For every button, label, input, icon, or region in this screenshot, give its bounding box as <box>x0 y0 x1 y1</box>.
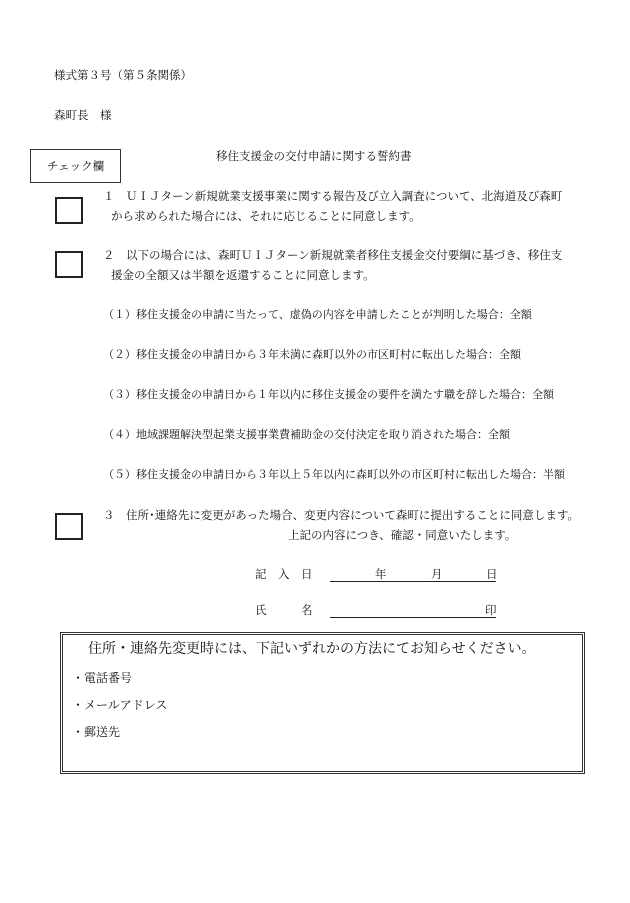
pledge-2-line-2: 援金の全額又は半額を返還することに同意します。 <box>111 268 375 282</box>
form-number: 様式第３号（第５条関係） <box>54 68 192 82</box>
entry-date-month: 月 <box>431 567 443 581</box>
refund-case-1: （１）移住支援金の申請に当たって、虚偽の内容を申請したことが判明した場合：全額 <box>103 308 532 321</box>
entry-date-year: 年 <box>375 567 387 581</box>
pledge-3-line-1: ３ 住所･連絡先に変更があった場合、変更内容について森町に提出することに同意します。 <box>103 508 579 522</box>
refund-case-4: （４）地域課題解決型起業支援事業費補助金の交付決定を取り消された場合：全額 <box>103 428 510 441</box>
pledge-1-line-2: から求められた場合には、それに応じることに同意します。 <box>111 209 421 223</box>
pledge-3-checkbox[interactable] <box>55 513 83 540</box>
entry-date-day: 日 <box>486 567 498 581</box>
seal-mark: 印 <box>485 603 497 617</box>
pledge-2-checkbox[interactable] <box>55 251 83 278</box>
refund-case-5: （５）移住支援金の申請日から３年以上５年以内に森町以外の市区町村に転出した場合：半額 <box>103 468 565 481</box>
refund-case-2: （２）移住支援金の申請日から３年未満に森町以外の市区町村に転出した場合：全額 <box>103 348 521 361</box>
notice-method-postal: ・郵送先 <box>72 725 121 739</box>
pledge-1-checkbox[interactable] <box>55 197 83 224</box>
document-title: 移住支援金の交付申請に関する誓約書 <box>216 149 412 163</box>
addressee: 森町長 様 <box>54 108 112 122</box>
pledge-1-line-1: １ ＵＩＪターン新規就業支援事業に関する報告及び立入調査について、北海道及び森町 <box>103 189 563 203</box>
notice-heading: 住所・連絡先変更時には、下記いずれかの方法にてお知らせください。 <box>88 641 536 657</box>
entry-date-label: 記 入 日 <box>255 567 313 581</box>
notice-method-email: ・メールアドレス <box>72 698 168 712</box>
confirmation-statement: 上記の内容につき、確認・同意いたします。 <box>288 528 517 542</box>
pledge-2-line-1: ２ 以下の場合には、森町ＵＩＪターン新規就業者移住支援金交付要綱に基づき、移住支 <box>103 248 563 262</box>
check-column-label: チェック欄 <box>30 149 121 183</box>
notice-method-phone: ・電話番号 <box>72 671 133 685</box>
name-label: 氏 名 <box>255 603 313 617</box>
entry-date-field[interactable] <box>330 581 496 582</box>
name-field[interactable] <box>330 617 496 618</box>
refund-case-3: （３）移住支援金の申請日から１年以内に移住支援金の要件を満たす職を辞した場合：全額 <box>103 388 554 401</box>
